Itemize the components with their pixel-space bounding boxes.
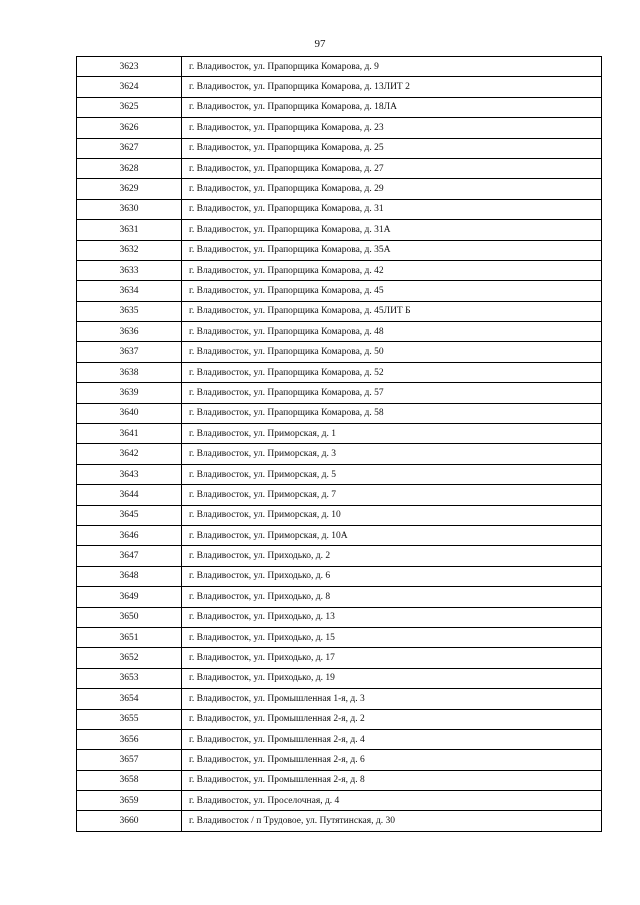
row-number-cell: 3653 [77, 668, 182, 688]
address-cell: г. Владивосток, ул. Прапорщика Комарова, д. 25 [182, 138, 602, 158]
row-number-cell: 3623 [77, 57, 182, 77]
table-row [77, 301, 602, 321]
table-row [77, 383, 602, 403]
table-row [77, 546, 602, 566]
row-number-cell: 3634 [77, 281, 182, 301]
row-number-cell: 3638 [77, 362, 182, 382]
address-cell: г. Владивосток, ул. Приморская, д. 7 [182, 485, 602, 505]
row-number-cell: 3656 [77, 729, 182, 749]
address-table-body [77, 57, 602, 832]
table-row [77, 505, 602, 525]
row-number-cell: 3643 [77, 464, 182, 484]
table-row [77, 627, 602, 647]
address-cell: г. Владивосток, ул. Приморская, д. 3 [182, 444, 602, 464]
address-cell: г. Владивосток, ул. Приморская, д. 5 [182, 464, 602, 484]
table-row [77, 57, 602, 77]
address-cell: г. Владивосток, ул. Промышленная 1-я, д. 3 [182, 689, 602, 709]
address-cell: г. Владивосток, ул. Прапорщика Комарова, д. 48 [182, 322, 602, 342]
address-cell: г. Владивосток, ул. Приходько, д. 13 [182, 607, 602, 627]
address-cell: г. Владивосток, ул. Приходько, д. 17 [182, 648, 602, 668]
row-number-cell: 3633 [77, 260, 182, 280]
row-number-cell: 3635 [77, 301, 182, 321]
table-row [77, 281, 602, 301]
row-number-cell: 3630 [77, 199, 182, 219]
address-cell: г. Владивосток, ул. Проселочная, д. 4 [182, 791, 602, 811]
table-row [77, 689, 602, 709]
table-row [77, 322, 602, 342]
table-row [77, 750, 602, 770]
table-row [77, 220, 602, 240]
address-cell: г. Владивосток, ул. Прапорщика Комарова, д. 23 [182, 118, 602, 138]
table-row [77, 668, 602, 688]
table-row [77, 811, 602, 831]
row-number-cell: 3654 [77, 689, 182, 709]
table-row [77, 464, 602, 484]
row-number-cell: 3629 [77, 179, 182, 199]
address-cell: г. Владивосток, ул. Прапорщика Комарова, д. 27 [182, 158, 602, 178]
address-cell: г. Владивосток, ул. Приморская, д. 1 [182, 424, 602, 444]
address-cell: г. Владивосток, ул. Промышленная 2-я, д. 2 [182, 709, 602, 729]
row-number-cell: 3644 [77, 485, 182, 505]
row-number-cell: 3645 [77, 505, 182, 525]
row-number-cell: 3637 [77, 342, 182, 362]
table-row [77, 118, 602, 138]
address-cell: г. Владивосток, ул. Прапорщика Комарова, д. 45 [182, 281, 602, 301]
address-cell: г. Владивосток, ул. Прапорщика Комарова, д. 35А [182, 240, 602, 260]
row-number-cell: 3636 [77, 322, 182, 342]
address-cell: г. Владивосток, ул. Прапорщика Комарова, д. 50 [182, 342, 602, 362]
row-number-cell: 3651 [77, 627, 182, 647]
table-row [77, 199, 602, 219]
row-number-cell: 3626 [77, 118, 182, 138]
address-cell: г. Владивосток, ул. Приходько, д. 2 [182, 546, 602, 566]
address-cell: г. Владивосток, ул. Прапорщика Комарова, д. 58 [182, 403, 602, 423]
row-number-cell: 3639 [77, 383, 182, 403]
table-row [77, 444, 602, 464]
table-row [77, 607, 602, 627]
table-row [77, 587, 602, 607]
page-number: 97 [314, 38, 326, 50]
table-row [77, 424, 602, 444]
table-row [77, 403, 602, 423]
address-cell: г. Владивосток / п Трудовое, ул. Путятинская, д. 30 [182, 811, 602, 831]
row-number-cell: 3652 [77, 648, 182, 668]
table-row [77, 525, 602, 545]
table-row [77, 138, 602, 158]
row-number-cell: 3660 [77, 811, 182, 831]
table-row [77, 791, 602, 811]
table-row [77, 709, 602, 729]
row-number-cell: 3648 [77, 566, 182, 586]
address-cell: г. Владивосток, ул. Приходько, д. 15 [182, 627, 602, 647]
address-cell: г. Владивосток, ул. Прапорщика Комарова, д. 31 [182, 199, 602, 219]
row-number-cell: 3627 [77, 138, 182, 158]
address-cell: г. Владивосток, ул. Промышленная 2-я, д. 6 [182, 750, 602, 770]
table-row [77, 97, 602, 117]
row-number-cell: 3640 [77, 403, 182, 423]
table-row [77, 158, 602, 178]
row-number-cell: 3631 [77, 220, 182, 240]
row-number-cell: 3646 [77, 525, 182, 545]
table-row [77, 485, 602, 505]
address-cell: г. Владивосток, ул. Прапорщика Комарова, д. 45ЛИТ Б [182, 301, 602, 321]
row-number-cell: 3642 [77, 444, 182, 464]
row-number-cell: 3647 [77, 546, 182, 566]
row-number-cell: 3624 [77, 77, 182, 97]
row-number-cell: 3625 [77, 97, 182, 117]
table-row [77, 566, 602, 586]
table-row [77, 342, 602, 362]
row-number-cell: 3649 [77, 587, 182, 607]
row-number-cell: 3659 [77, 791, 182, 811]
table-row [77, 240, 602, 260]
address-cell: г. Владивосток, ул. Приморская, д. 10А [182, 525, 602, 545]
address-cell: г. Владивосток, ул. Прапорщика Комарова, д. 57 [182, 383, 602, 403]
address-cell: г. Владивосток, ул. Прапорщика Комарова, д. 18ЛА [182, 97, 602, 117]
table-row [77, 648, 602, 668]
table-row [77, 179, 602, 199]
address-cell: г. Владивосток, ул. Промышленная 2-я, д. 8 [182, 770, 602, 790]
row-number-cell: 3655 [77, 709, 182, 729]
address-cell: г. Владивосток, ул. Прапорщика Комарова, д. 29 [182, 179, 602, 199]
address-cell: г. Владивосток, ул. Прапорщика Комарова, д. 13ЛИТ 2 [182, 77, 602, 97]
address-cell: г. Владивосток, ул. Прапорщика Комарова, д. 31А [182, 220, 602, 240]
address-cell: г. Владивосток, ул. Прапорщика Комарова, д. 9 [182, 57, 602, 77]
address-cell: г. Владивосток, ул. Приморская, д. 10 [182, 505, 602, 525]
address-cell: г. Владивосток, ул. Прапорщика Комарова, д. 42 [182, 260, 602, 280]
table-row [77, 77, 602, 97]
table-row [77, 729, 602, 749]
address-cell: г. Владивосток, ул. Промышленная 2-я, д. 4 [182, 729, 602, 749]
table-row [77, 260, 602, 280]
row-number-cell: 3657 [77, 750, 182, 770]
table-row [77, 770, 602, 790]
row-number-cell: 3650 [77, 607, 182, 627]
row-number-cell: 3628 [77, 158, 182, 178]
row-number-cell: 3632 [77, 240, 182, 260]
row-number-cell: 3658 [77, 770, 182, 790]
row-number-cell: 3641 [77, 424, 182, 444]
table-row [77, 362, 602, 382]
address-cell: г. Владивосток, ул. Приходько, д. 6 [182, 566, 602, 586]
address-cell: г. Владивосток, ул. Приходько, д. 19 [182, 668, 602, 688]
address-table [76, 56, 602, 832]
address-cell: г. Владивосток, ул. Приходько, д. 8 [182, 587, 602, 607]
address-cell: г. Владивосток, ул. Прапорщика Комарова, д. 52 [182, 362, 602, 382]
